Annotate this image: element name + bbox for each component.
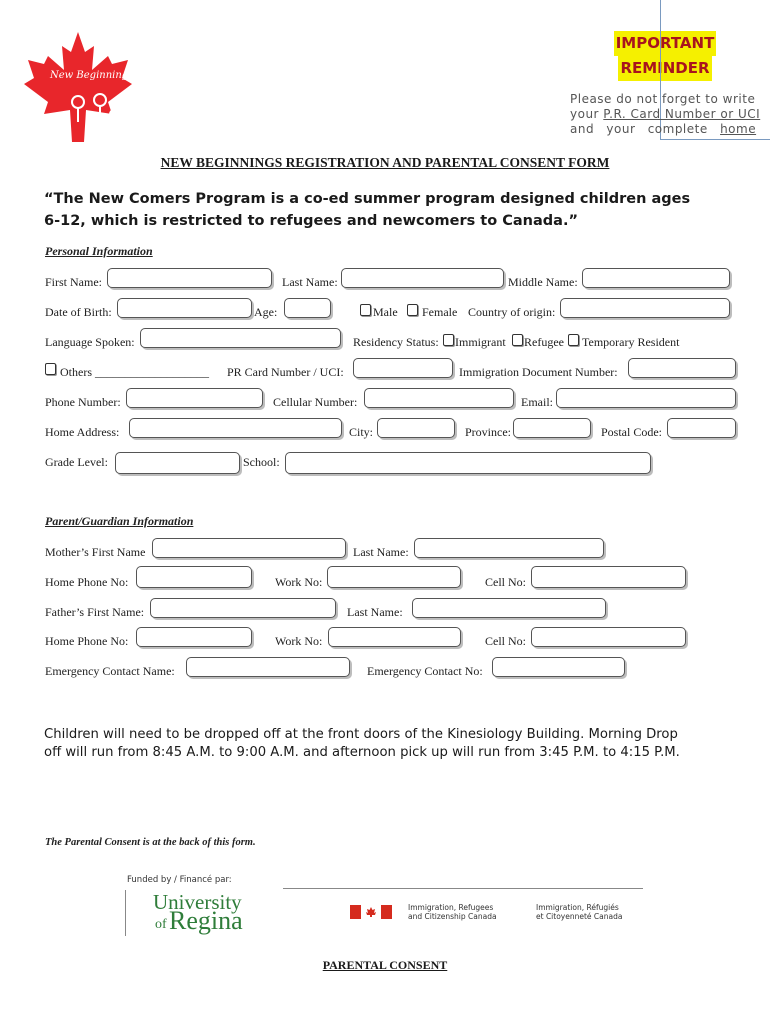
first-name-input[interactable] [107, 268, 272, 288]
last-name-input[interactable] [341, 268, 504, 288]
refugee-checkbox[interactable] [512, 334, 523, 346]
reminder-line2: your P.R. Card Number or UCI [570, 107, 761, 121]
maple-leaf-icon [22, 30, 134, 145]
refugee-label: Refugee [524, 335, 564, 349]
mother-cell-label: Cell No: [485, 575, 526, 589]
dob-input[interactable] [117, 298, 252, 318]
phone-label: Phone Number: [45, 395, 121, 409]
program-logo [22, 30, 134, 145]
emergency-name-label: Emergency Contact Name: [45, 664, 175, 678]
emergency-no-input[interactable] [492, 657, 625, 677]
temporary-label: Temporary Resident [582, 335, 680, 349]
mother-first-input[interactable] [152, 538, 346, 558]
dob-label: Date of Birth: [45, 305, 112, 319]
male-checkbox[interactable] [360, 304, 371, 316]
father-home-phone-label: Home Phone No: [45, 634, 129, 648]
uregina-logo [129, 890, 289, 938]
province-input[interactable] [513, 418, 591, 438]
dropoff-line2: off will run from 8:45 A.M. to 9:00 A.M. and afternoon pick up will run from 3:45 P.M. to 4:15 P.M. [44, 745, 680, 760]
father-first-input[interactable] [150, 598, 336, 618]
funding-top-rule [283, 888, 643, 889]
uregina-line2: Regina [169, 906, 243, 935]
father-last-input[interactable] [412, 598, 606, 618]
reminder-title-line1: IMPORTANT [614, 31, 717, 56]
father-last-label: Last Name: [347, 605, 403, 619]
middle-name-label: Middle Name: [508, 275, 578, 289]
mother-first-label: Mother’s First Name [45, 545, 146, 559]
age-label: Age: [254, 305, 278, 319]
middle-name-input[interactable] [582, 268, 730, 288]
email-label: Email: [521, 395, 553, 409]
address-label: Home Address: [45, 425, 120, 439]
language-label: Language Spoken: [45, 335, 135, 349]
others-checkbox[interactable] [45, 363, 56, 375]
reminder-line3: and your complete home [570, 122, 757, 136]
parent-heading: Parent/Guardian Information [45, 514, 194, 528]
mother-home-phone-input[interactable] [136, 566, 252, 588]
immigrant-checkbox[interactable] [443, 334, 454, 346]
cellular-input[interactable] [364, 388, 514, 408]
cellular-label: Cellular Number: [273, 395, 358, 409]
email-input[interactable] [556, 388, 736, 408]
intro-line1: “The New Comers Program is a co-ed summer program designed children ages [44, 191, 691, 207]
uregina-of: of [155, 917, 167, 932]
country-input[interactable] [560, 298, 730, 318]
uregina-line1: University [153, 890, 242, 914]
immigration-doc-label: Immigration Document Number: [459, 365, 618, 379]
female-checkbox[interactable] [407, 304, 418, 316]
mother-home-phone-label: Home Phone No: [45, 575, 129, 589]
form-title: NEW BEGINNINGS REGISTRATION AND PARENTAL CONSENT FORM [160, 155, 610, 170]
logo-text: New Beginnings [50, 70, 134, 81]
ircc-en-line2: and Citizenship Canada [408, 912, 497, 921]
female-label: Female [422, 305, 458, 319]
funding-block [123, 872, 648, 940]
school-label: School: [243, 455, 280, 469]
dropoff-line1: Children will need to be dropped off at the front doors of the Kinesiology Building. Morning Drop [44, 727, 678, 742]
reminder-title-line2: REMINDER [618, 56, 711, 81]
province-label: Province: [465, 425, 511, 439]
address-input[interactable] [129, 418, 342, 438]
father-work-label: Work No: [275, 634, 323, 648]
emergency-no-label: Emergency Contact No: [367, 664, 483, 678]
reminder-text [570, 92, 762, 137]
ircc-en-line1: Immigration, Refugees [408, 903, 494, 912]
male-label: Male [373, 305, 398, 319]
mother-last-input[interactable] [414, 538, 604, 558]
school-input[interactable] [285, 452, 651, 474]
city-input[interactable] [377, 418, 455, 438]
consent-note: The Parental Consent is at the back of this form. [45, 837, 256, 848]
father-first-label: Father’s First Name: [45, 605, 145, 619]
intro-line2: 6-12, which is restricted to refugees and newcomers to Canada.” [44, 213, 578, 229]
parental-consent-title: PARENTAL CONSENT [322, 958, 448, 972]
mother-cell-input[interactable] [531, 566, 686, 588]
city-label: City: [349, 425, 374, 439]
last-name-label: Last Name: [282, 275, 338, 289]
immigrant-label: Immigrant [455, 335, 506, 349]
grade-input[interactable] [115, 452, 240, 474]
intro-text [44, 188, 744, 232]
emergency-name-input[interactable] [186, 657, 350, 677]
mother-work-input[interactable] [327, 566, 461, 588]
canada-flag-icon [350, 905, 392, 919]
age-input[interactable] [284, 298, 331, 318]
others-label: Others ___________________ [60, 365, 209, 379]
postal-input[interactable] [667, 418, 736, 438]
country-label: Country of origin: [468, 305, 556, 319]
ircc-fr-line2: et Citoyenneté Canada [536, 912, 623, 921]
immigration-doc-input[interactable] [628, 358, 736, 378]
father-cell-label: Cell No: [485, 634, 526, 648]
postal-label: Postal Code: [601, 425, 663, 439]
funding-label: Funded by / Financé par: [127, 875, 232, 885]
temporary-checkbox[interactable] [568, 334, 579, 346]
ircc-english [408, 903, 497, 921]
personal-heading: Personal Information [45, 244, 153, 258]
father-work-input[interactable] [328, 627, 461, 647]
pr-card-input[interactable] [353, 358, 453, 378]
mother-last-label: Last Name: [353, 545, 409, 559]
language-input[interactable] [140, 328, 341, 348]
phone-input[interactable] [126, 388, 263, 408]
pr-card-label: PR Card Number / UCI: [227, 365, 344, 379]
residency-label: Residency Status: [353, 335, 439, 349]
grade-label: Grade Level: [45, 455, 108, 469]
ircc-french [536, 903, 622, 921]
father-home-phone-input[interactable] [136, 627, 252, 647]
funding-side-rule [125, 890, 126, 936]
dropoff-text [44, 726, 764, 762]
reminder-line1: Please do not forget to write [570, 92, 756, 106]
father-cell-input[interactable] [531, 627, 686, 647]
mother-work-label: Work No: [275, 575, 323, 589]
ircc-fr-line1: Immigration, Réfugiés [536, 903, 619, 912]
first-name-label: First Name: [45, 275, 102, 289]
